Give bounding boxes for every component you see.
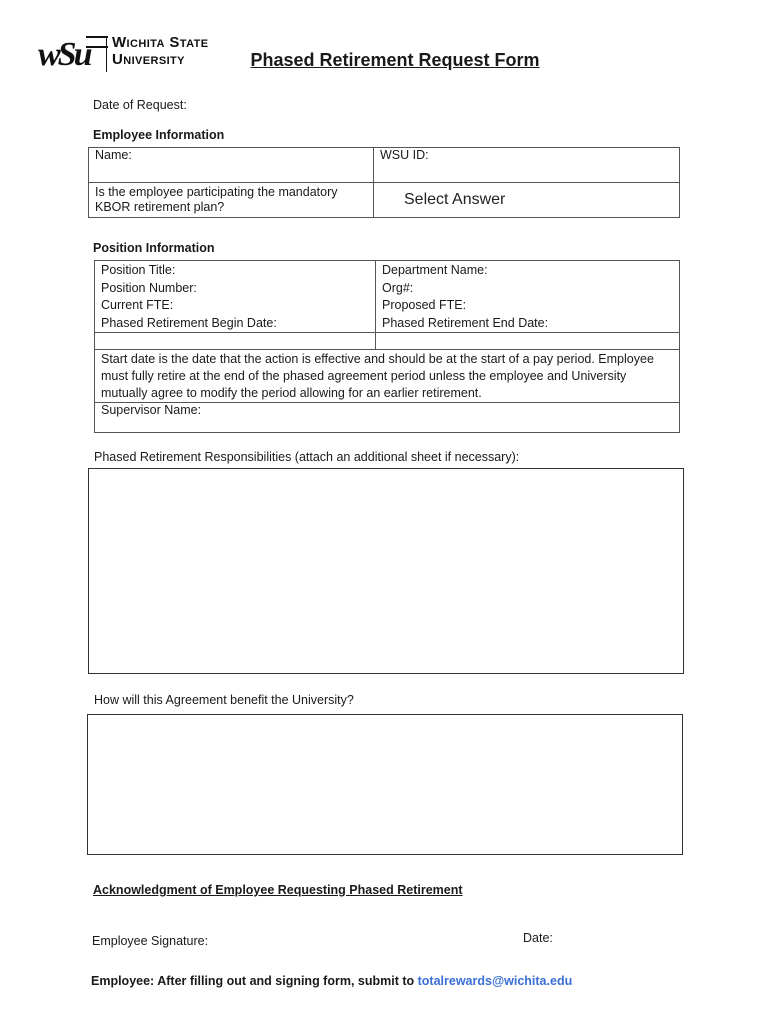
supervisor-name-label: Supervisor Name: (101, 403, 202, 417)
logo-line1: Wichita State (112, 34, 209, 51)
signature-date-field[interactable]: Date: (523, 931, 553, 945)
position-info-heading: Position Information (93, 241, 215, 255)
submit-instruction (91, 974, 572, 988)
employee-info-heading: Employee Information (93, 128, 225, 142)
kbor-select-value: Select Answer (404, 191, 506, 208)
position-blank-right[interactable] (376, 333, 680, 350)
kbor-question: Is the employee participating the mandatory KBOR retirement plan? (89, 183, 374, 218)
start-date-note: Start date is the date that the action is effective and should be at the start of a pay period. Employee must fully retire at the end of the phased agreement period unless the employee and University mutually agree to modify the period allowing for an earlier retirement. (95, 350, 680, 403)
email-link[interactable]: totalrewards@wichita.edu (417, 974, 573, 988)
acknowledgment-heading: Acknowledgment of Employee Requesting Phased Retirement (93, 883, 463, 897)
position-right-fields (376, 261, 680, 333)
proposed-fte-field[interactable]: Proposed FTE: (382, 298, 467, 312)
current-fte-field[interactable]: Current FTE: (101, 298, 174, 312)
employee-info-table (88, 147, 680, 218)
supervisor-name-field[interactable] (95, 403, 680, 433)
date-of-request-label[interactable]: Date of Request: (93, 98, 187, 112)
position-left-fields (95, 261, 376, 333)
position-info-table (94, 260, 680, 433)
end-date-field[interactable]: Phased Retirement End Date: (382, 315, 549, 330)
kbor-select[interactable] (374, 183, 680, 218)
position-title-field[interactable]: Position Title: (101, 263, 176, 277)
wsu-id-field[interactable] (374, 148, 680, 183)
employee-signature-field[interactable]: Employee Signature: (92, 934, 209, 948)
benefit-label: How will this Agreement benefit the University? (94, 693, 354, 707)
logo-lines-icon (86, 36, 108, 48)
begin-date-field[interactable]: Phased Retirement Begin Date: (101, 315, 277, 330)
responsibilities-label: Phased Retirement Responsibilities (attach an additional sheet if necessary): (94, 450, 520, 464)
name-field[interactable] (89, 148, 374, 183)
wsu-logo-mark: wSu (38, 36, 90, 73)
wsu-id-label: WSU ID: (380, 148, 429, 162)
page-title: Phased Retirement Request Form (250, 50, 540, 70)
name-label: Name: (95, 148, 132, 162)
org-number-field[interactable]: Org#: (382, 280, 414, 295)
logo-line2: University (112, 51, 185, 68)
position-number-field[interactable]: Position Number: (101, 280, 197, 295)
submit-instruction-text: Employee: After filling out and signing form, submit to (91, 974, 418, 988)
department-name-field[interactable]: Department Name: (382, 263, 488, 277)
responsibilities-textarea[interactable] (88, 468, 684, 674)
benefit-textarea[interactable] (87, 714, 683, 855)
position-blank-left[interactable] (95, 333, 376, 350)
